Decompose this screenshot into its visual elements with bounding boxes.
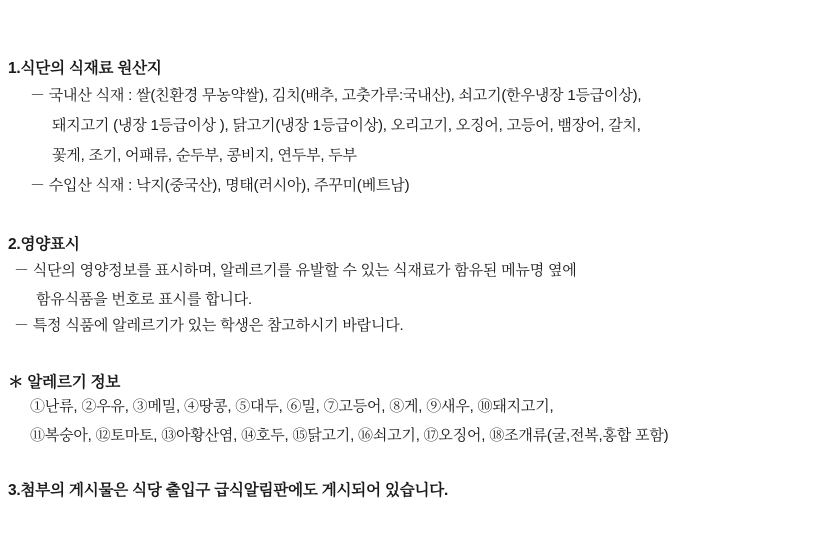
section-origin-line-4: － 수입산 식재 : 낙지(중국산), 명태(러시아), 주꾸미(베트남) — [30, 177, 410, 194]
section-allergy-line-2: ⑪복숭아, ⑫토마토, ⑬아황산염, ⑭호두, ⑮닭고기, ⑯쇠고기, ⑰오징어, ⑱조개류(굴,전복,홍합 포함) — [30, 427, 669, 444]
section-nutrition-line-3: － 특정 식품에 알레르기가 있는 학생은 참고하시기 바랍니다. — [14, 317, 404, 334]
section-allergy-line-2-row — [0, 428, 829, 443]
section-nutrition-line-2: 함유식품을 번호로 표시를 합니다. — [36, 291, 252, 308]
section-allergy-heading-row — [0, 370, 829, 392]
section-origin-line-1: － 국내산 식재 : 쌀(친환경 무농약쌀), 김치(배추, 고춧가루:국내산), 쇠고기(한우냉장 1등급이상), — [30, 87, 642, 104]
section-notice-line: 3.첨부의 게시물은 식당 출입구 급식알림판에도 게시되어 있습니다. — [8, 482, 449, 499]
section-origin-line-3-row — [0, 148, 829, 163]
section-origin-heading-row — [0, 56, 829, 78]
section-allergy-line-1-row — [0, 399, 829, 414]
section-origin-line-2-row — [0, 118, 829, 133]
section-allergy-line-1: ①난류, ②우유, ③메밀, ④땅콩, ⑤대두, ⑥밀, ⑦고등어, ⑧게, ⑨새우, ⑩돼지고기, — [30, 398, 554, 415]
section-nutrition-heading-row — [0, 232, 829, 254]
section-nutrition-line-1: － 식단의 영양정보를 표시하며, 알레르기를 유발할 수 있는 식재료가 함유된 메뉴명 옆에 — [14, 262, 577, 279]
section-origin-heading: 1.식단의 식재료 원산지 — [8, 60, 162, 77]
section-allergy-heading: ＊ 알레르기 정보 — [8, 374, 121, 391]
section-nutrition-line-1-row — [0, 263, 829, 278]
section-origin-line-3: 꽃게, 조기, 어패류, 순두부, 콩비지, 연두부, 두부 — [52, 147, 357, 164]
section-origin-line-1-row — [0, 88, 829, 103]
section-notice-row — [0, 478, 829, 500]
section-nutrition-line-3-row — [0, 318, 829, 333]
section-origin-line-2: 돼지고기 (냉장 1등급이상 ), 닭고기(냉장 1등급이상), 오리고기, 오징어, 고등어, 뱀장어, 갈치, — [52, 117, 641, 134]
section-nutrition-heading: 2.영양표시 — [8, 236, 80, 253]
section-origin-line-4-row — [0, 178, 829, 193]
section-nutrition-line-2-row — [0, 292, 829, 307]
